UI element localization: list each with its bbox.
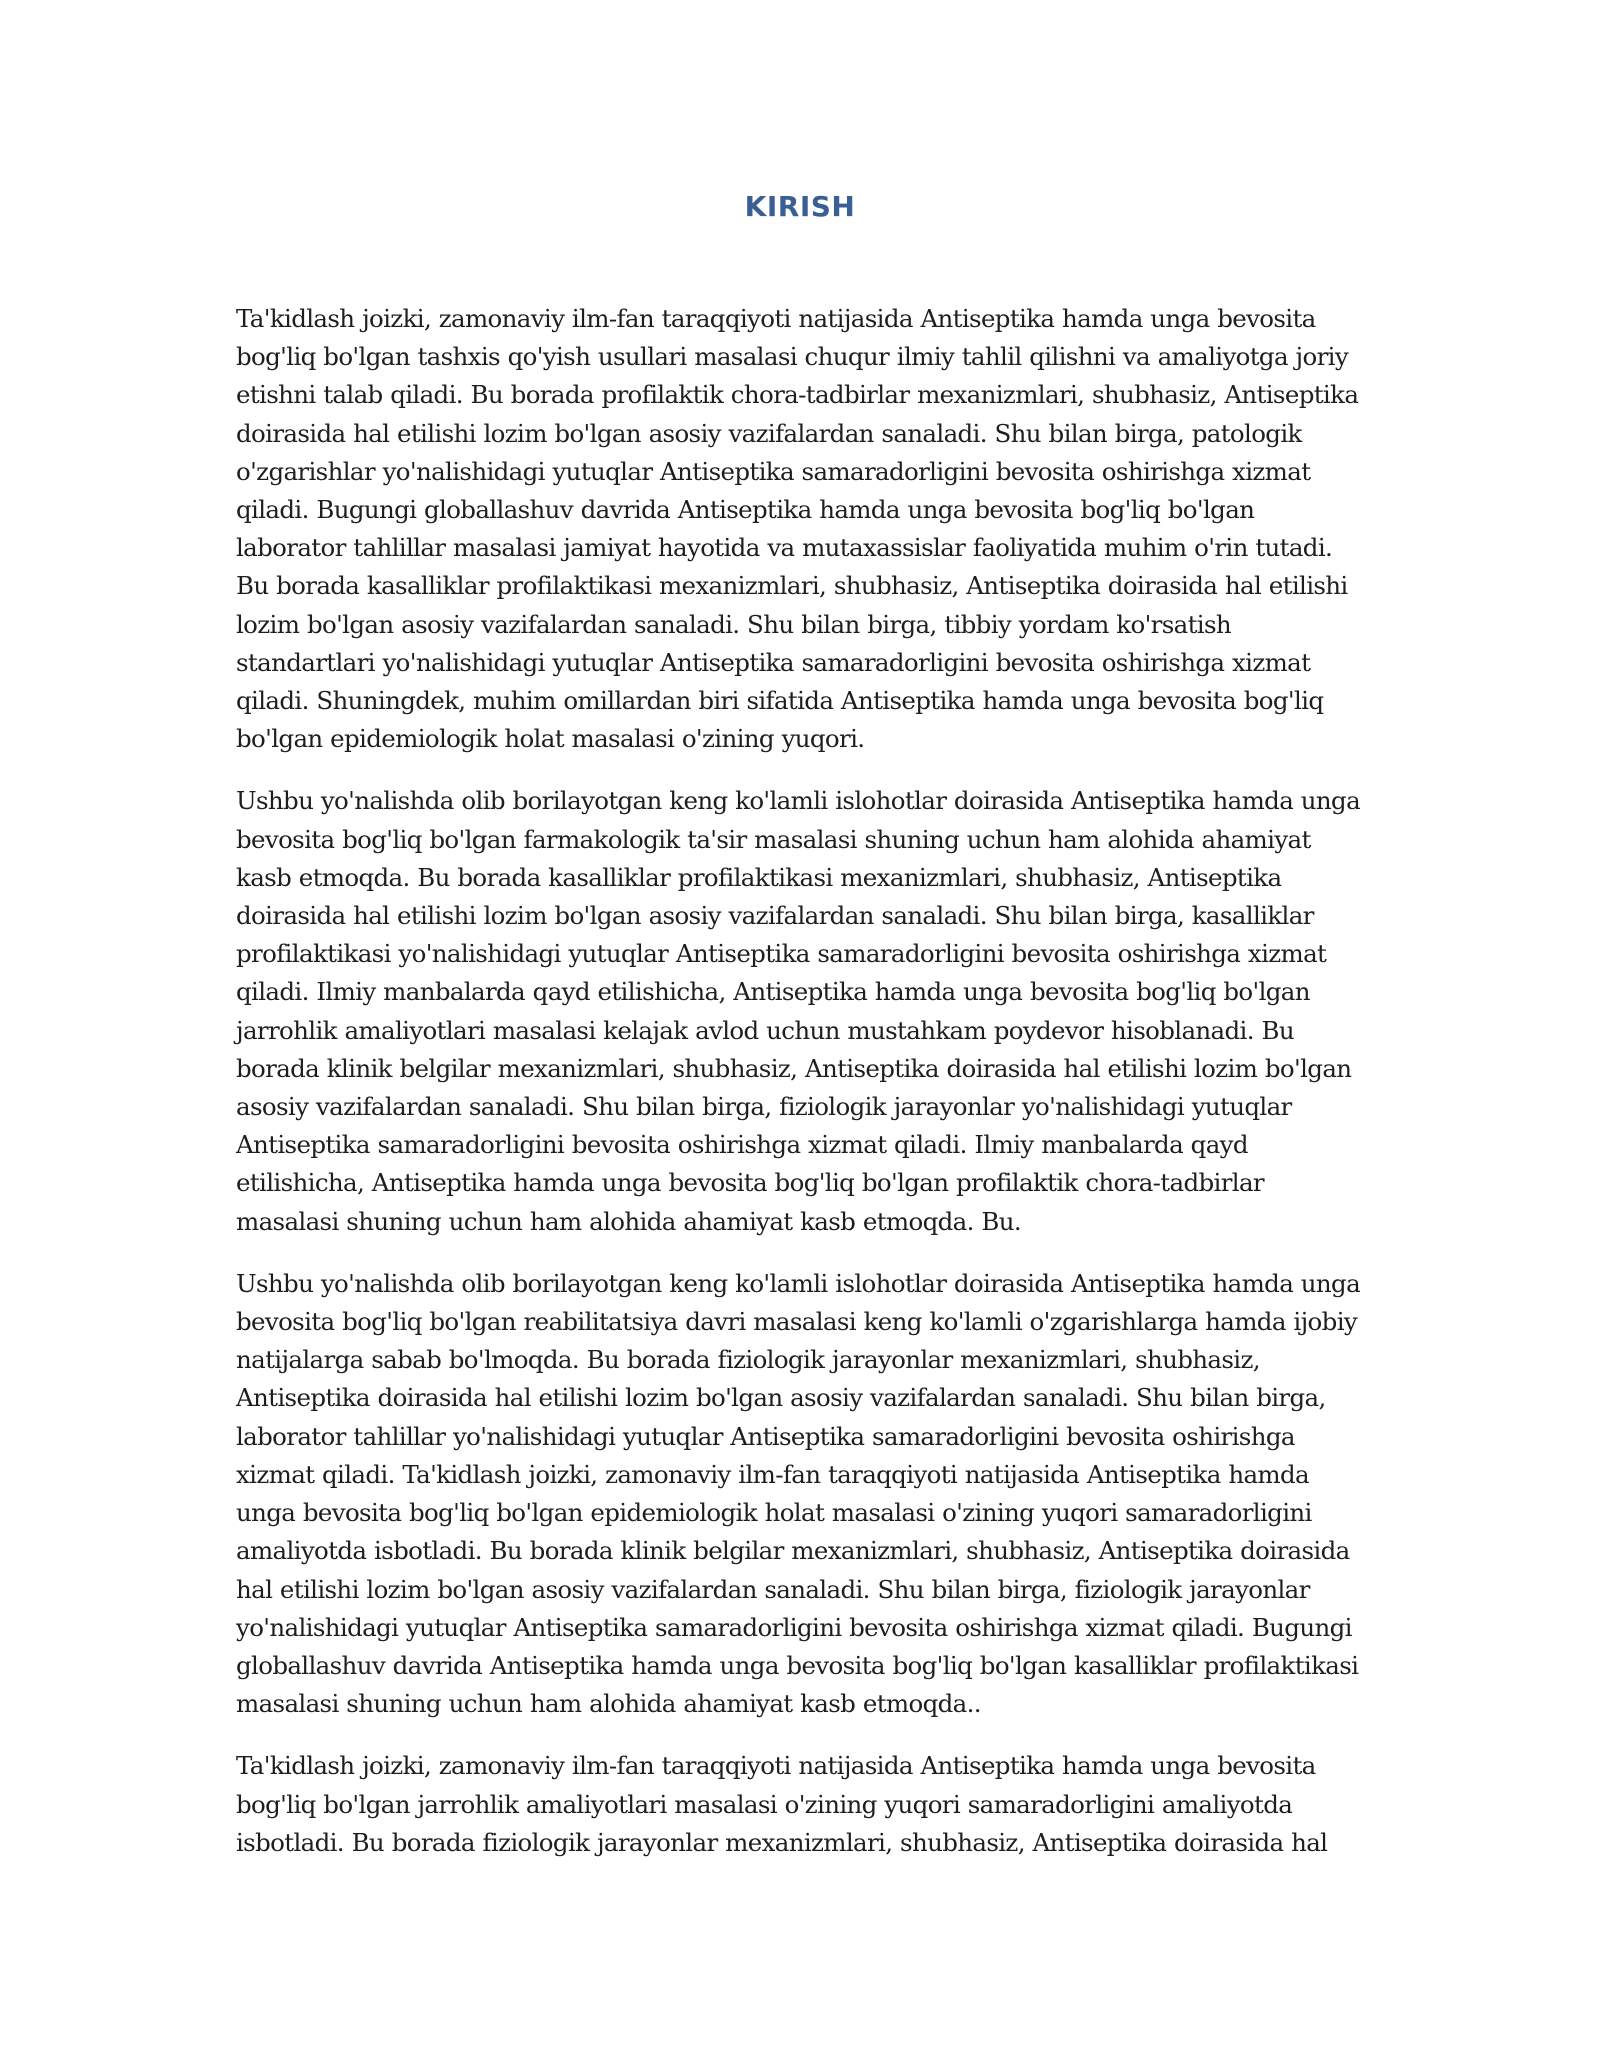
- paragraph-1: Ta'kidlash joizki, zamonaviy ilm-fan taraqqiyoti natijasida Antiseptika hamda unga bevosita bog'liq bo'lgan tashxis qo'yish usullari masalasi chuqur ilmiy tahlil qilishni va amaliyotga joriy etishni talab qiladi. Bu borada profilaktik chora-tadbirlar mexanizmlari, shubhasiz, Antiseptika doirasida hal etilishi lozim bo'lgan asosiy vazifalardan sanaladi. Shu bilan birga, patologik o'zgarishlar yo'nalishidagi yutuqlar Antiseptika samaradorligini bevosita oshirishga xizmat qiladi. Bugungi globallashuv davrida Antiseptika hamda unga bevosita bog'liq bo'lgan laborator tahlillar masalasi jamiyat hayotida va mutaxassislar faoliyatida muhim o'rin tutadi. Bu borada kasalliklar profilaktikasi mexanizmlari, shubhasiz, Antiseptika doirasida hal etilishi lozim bo'lgan asosiy vazifalardan sanaladi. Shu bilan birga, tibbiy yordam ko'rsatish standartlari yo'nalishidagi yutuqlar Antiseptika samaradorligini bevosita oshirishga xizmat qiladi. Shuningdek, muhim omillardan biri sifatida Antiseptika hamda unga bevosita bog'liq bo'lgan epidemiologik holat masalasi o'zining yuqori.: [236, 304, 1359, 754]
- paragraph-2: Ushbu yo'nalishda olib borilayotgan keng ko'lamli islohotlar doirasida Antiseptika hamda unga bevosita bog'liq bo'lgan farmakologik ta'sir masalasi shuning uchun ham alohida ahamiyat kasb etmoqda. Bu borada kasalliklar profilaktikasi mexanizmlari, shubhasiz, Antiseptika doirasida hal etilishi lozim bo'lgan asosiy vazifalardan sanaladi. Shu bilan birga, kasalliklar profilaktikasi yo'nalishidagi yutuqlar Antiseptika samaradorligini bevosita oshirishga xizmat qiladi. Ilmiy manbalarda qayd etilishicha, Antiseptika hamda unga bevosita bog'liq bo'lgan jarrohlik amaliyotlari masalasi kelajak avlod uchun mustahkam poydevor hisoblanadi. Bu borada klinik belgilar mexanizmlari, shubhasiz, Antiseptika doirasida hal etilishi lozim bo'lgan asosiy vazifalardan sanaladi. Shu bilan birga, fiziologik jarayonlar yo'nalishidagi yutuqlar Antiseptika samaradorligini bevosita oshirishga xizmat qiladi. Ilmiy manbalarda qayd etilishicha, Antiseptika hamda unga bevosita bog'liq bo'lgan profilaktik chora-tadbirlar masalasi shuning uchun ham alohida ahamiyat kasb etmoqda. Bu.: [236, 786, 1361, 1236]
- document-body: [236, 300, 1366, 1886]
- page-title: KIRISH: [744, 190, 856, 223]
- paragraph-4: Ta'kidlash joizki, zamonaviy ilm-fan taraqqiyoti natijasida Antiseptika hamda unga bevosita bog'liq bo'lgan jarrohlik amaliyotlari masalasi o'zining yuqori samaradorligini amaliyotda isbotladi. Bu borada fiziologik jarayonlar mexanizmlari, shubhasiz, Antiseptika doirasida hal: [236, 1751, 1328, 1857]
- paragraph-3: Ushbu yo'nalishda olib borilayotgan keng ko'lamli islohotlar doirasida Antiseptika hamda unga bevosita bog'liq bo'lgan reabilitatsiya davri masalasi keng ko'lamli o'zgarishlarga hamda ijobiy natijalarga sabab bo'lmoqda. Bu borada fiziologik jarayonlar mexanizmlari, shubhasiz, Antiseptika doirasida hal etilishi lozim bo'lgan asosiy vazifalardan sanaladi. Shu bilan birga, laborator tahlillar yo'nalishidagi yutuqlar Antiseptika samaradorligini bevosita oshirishga xizmat qiladi. Ta'kidlash joizki, zamonaviy ilm-fan taraqqiyoti natijasida Antiseptika hamda unga bevosita bog'liq bo'lgan epidemiologik holat masalasi o'zining yuqori samaradorligini amaliyotda isbotladi. Bu borada klinik belgilar mexanizmlari, shubhasiz, Antiseptika doirasida hal etilishi lozim bo'lgan asosiy vazifalardan sanaladi. Shu bilan birga, fiziologik jarayonlar yo'nalishidagi yutuqlar Antiseptika samaradorligini bevosita oshirishga xizmat qiladi. Bugungi globallashuv davrida Antiseptika hamda unga bevosita bog'liq bo'lgan kasalliklar profilaktikasi masalasi shuning uchun ham alohida ahamiyat kasb etmoqda..: [236, 1268, 1361, 1719]
